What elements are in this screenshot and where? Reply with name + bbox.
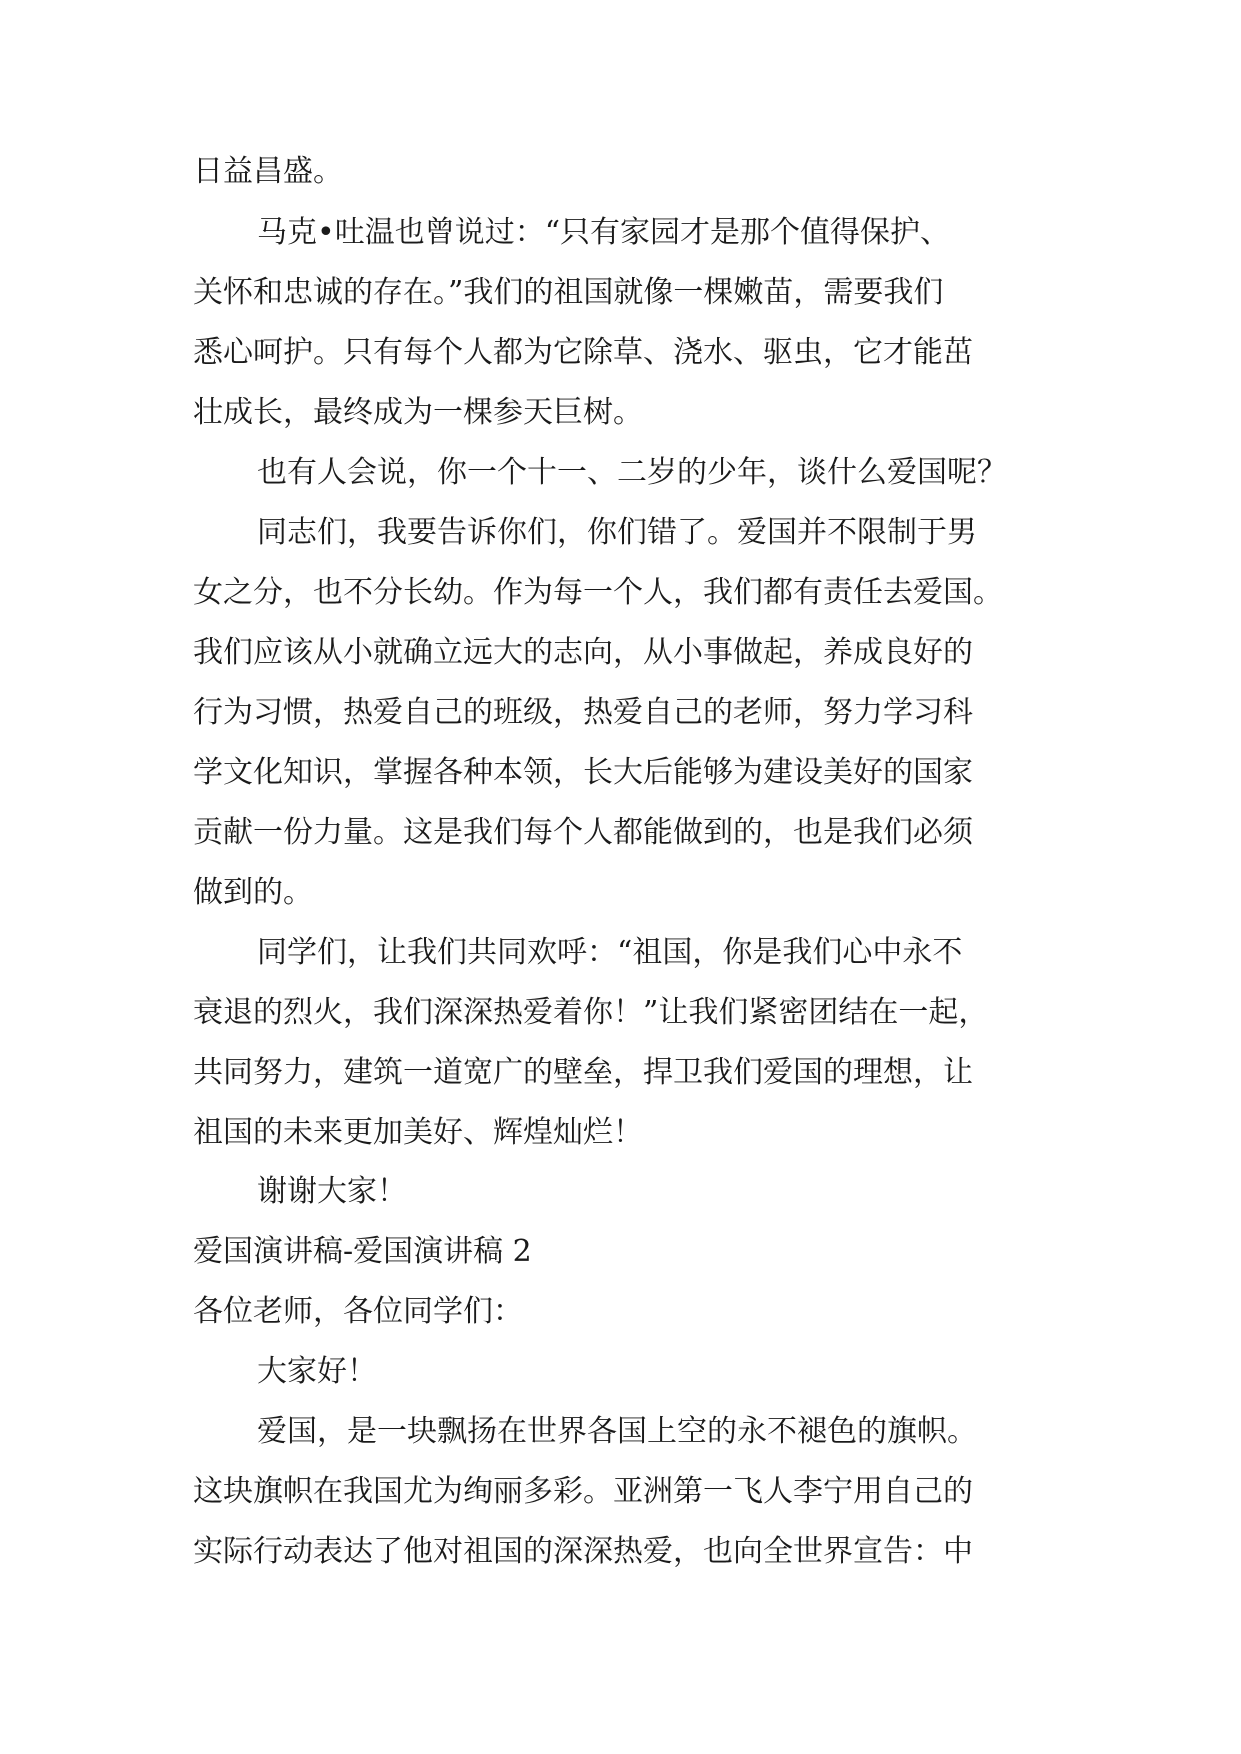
paragraph-first-line: 谢谢大家！ (257, 1174, 407, 1209)
text-line: 壮成长，最终成为一棵参天巨树。 (193, 395, 643, 430)
text-line: 贡献一份力量。这是我们每个人都能做到的，也是我们必须 (193, 815, 973, 850)
greeting: 大家好！ (257, 1354, 377, 1389)
text-line: 这块旗帜在我国尤为绚丽多彩。亚洲第一飞人李宁用自己的 (193, 1474, 973, 1509)
text-line: 我们应该从小就确立远大的志向，从小事做起，养成良好的 (193, 635, 973, 670)
paragraph-first-line: 同志们，我要告诉你们，你们错了。爱国并不限制于男 (257, 515, 977, 550)
text-line: 行为习惯，热爱自己的班级，热爱自己的老师，努力学习科 (193, 695, 973, 730)
text-line: 共同努力，建筑一道宽广的壁垒，捍卫我们爱国的理想，让 (193, 1055, 973, 1090)
salutation: 各位老师，各位同学们： (193, 1294, 523, 1329)
text-line: 祖国的未来更加美好、辉煌灿烂！ (193, 1115, 643, 1150)
text-line: 日益昌盛。 (193, 154, 343, 189)
paragraph-first-line: 爱国，是一块飘扬在世界各国上空的永不褪色的旗帜。 (257, 1414, 977, 1449)
paragraph-first-line: 也有人会说，你一个十一、二岁的少年，谈什么爱国呢？ (257, 455, 1007, 490)
paragraph-first-line: 同学们，让我们共同欢呼：“祖国，你是我们心中永不 (257, 935, 963, 970)
text-line: 女之分，也不分长幼。作为每一个人，我们都有责任去爱国。 (193, 575, 1003, 610)
text-line: 实际行动表达了他对祖国的深深热爱，也向全世界宣告：中 (193, 1534, 973, 1569)
text-line: 关怀和忠诚的存在。”我们的祖国就像一棵嫩苗，需要我们 (193, 275, 944, 310)
paragraph-first-line: 马克•吐温也曾说过：“只有家园才是那个值得保护、 (257, 215, 951, 250)
text-line: 学文化知识，掌握各种本领，长大后能够为建设美好的国家 (193, 755, 973, 790)
section-heading: 爱国演讲稿-爱国演讲稿 2 (193, 1234, 532, 1269)
text-line: 做到的。 (193, 875, 313, 910)
text-line: 衰退的烈火，我们深深热爱着你！”让我们紧密团结在一起， (193, 995, 989, 1030)
text-line: 悉心呵护。只有每个人都为它除草、浇水、驱虫，它才能茁 (193, 335, 973, 370)
